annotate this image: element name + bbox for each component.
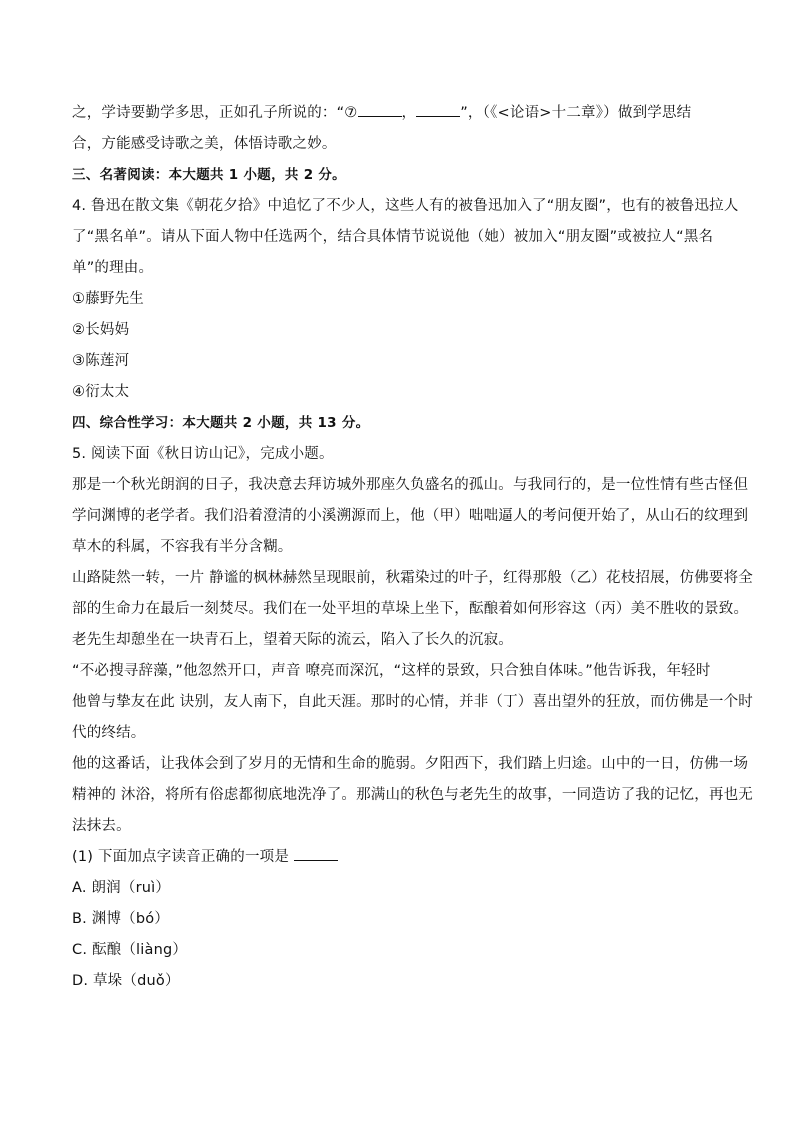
answer-blank-2[interactable] (416, 100, 460, 117)
document-content (72, 98, 754, 997)
sub-1-option: D. 草垛（duǒ） (72, 973, 180, 989)
question-5-sub-1-stem (72, 842, 724, 873)
passage-line: 那是一个秋光朗润的日子，我决意去拜访城外那座久负盛名的孤山。与我同行的，是一位性情有些古怪但 (72, 477, 749, 493)
question-4-option: ④衍太太 (72, 384, 130, 400)
question-4-stem-2: 了“黑名单”。请从下面人物中任选两个，结合具体情节说说他（她）被加入“朋友圈”或被拉人“黑名 (72, 229, 714, 245)
answer-blank-1[interactable] (358, 100, 402, 117)
intro-line-2: 合，方能感受诗歌之美，体悟诗歌之妙。 (72, 136, 337, 152)
intro-text-a: 之，学诗要勤学多思，正如孔子所说的：“⑦ (72, 105, 358, 121)
question-5-stem: 5. 阅读下面《秋日访山记》，完成小题。 (72, 446, 334, 462)
intro-text-b: ”，（《<论语>十二章》）做到学思结 (460, 105, 692, 121)
passage-line: 他的这番话，让我体会到了岁月的无情和生命的脆弱。夕阳西下，我们踏上归途。山中的一日，仿佛一场 (72, 756, 749, 772)
section-3-title: 三、名著阅读：本大题共 1 小题，共 2 分。 (72, 167, 346, 183)
sub-1-option: B. 渊博（bó） (72, 911, 170, 927)
answer-blank-3[interactable] (294, 844, 338, 861)
passage-line: 山路陡然一转，一片 静谧的枫林赫然呈现眼前，秋霜染过的叶子，红得那般（乙）花枝招展，仿佛要将全 (72, 570, 754, 586)
sub-1-option: A. 朗润（ruì） (72, 880, 171, 896)
intro-separator: ， (401, 105, 417, 121)
passage-line: 法抹去。 (72, 818, 131, 834)
passage-line: 部的生命力在最后一刻焚尽。我们在一处平坦的草垛上坐下，酝酿着如何形容这（丙）美不胜收的景致。 (72, 601, 749, 617)
passage-line: 精神的 沐浴，将所有俗虑都彻底地洗净了。那满山的秋色与老先生的故事，一同造访了我的记忆，再也无 (72, 787, 754, 803)
passage-line: 代的终结。 (72, 725, 146, 741)
intro-line-1 (72, 98, 724, 129)
passage-line: 老先生却憩坐在一块青石上，望着天际的流云，陷入了长久的沉寂。 (72, 632, 513, 648)
question-4-stem-3: 单”的理由。 (72, 260, 154, 276)
passage-line: 学问渊博的老学者。我们沿着澄清的小溪溯源而上，他（甲）咄咄逼人的考问便开始了，从山石的纹理到 (72, 508, 749, 524)
passage-line: “不必搜寻辞藻，”他忽然开口，声音 嘹亮而深沉，“这样的景致，只合独自体味。”他告诉我，年轻时 (72, 663, 711, 679)
question-4-option: ①藤野先生 (72, 291, 144, 307)
question-4-stem-1: 4. 鲁迅在散文集《朝花夕拾》中追忆了不少人，这些人有的被鲁迅加入了“朋友圈”，也有的被鲁迅拉人 (72, 198, 739, 214)
passage-line: 草木的科属，不容我有半分含糊。 (72, 539, 293, 555)
question-4-option: ②长妈妈 (72, 322, 130, 338)
question-4-option: ③陈莲河 (72, 353, 130, 369)
sub-1-stem-text: (1) 下面加点字读音正确的一项是 (72, 849, 294, 865)
passage-line: 他曾与挚友在此 诀别，友人南下，自此天涯。那时的心情，并非（丁）喜出望外的狂放，而仿佛是一个时 (72, 694, 754, 710)
section-4-title: 四、综合性学习：本大题共 2 小题，共 13 分。 (72, 415, 370, 431)
sub-1-option: C. 酝酿（liàng） (72, 942, 188, 958)
